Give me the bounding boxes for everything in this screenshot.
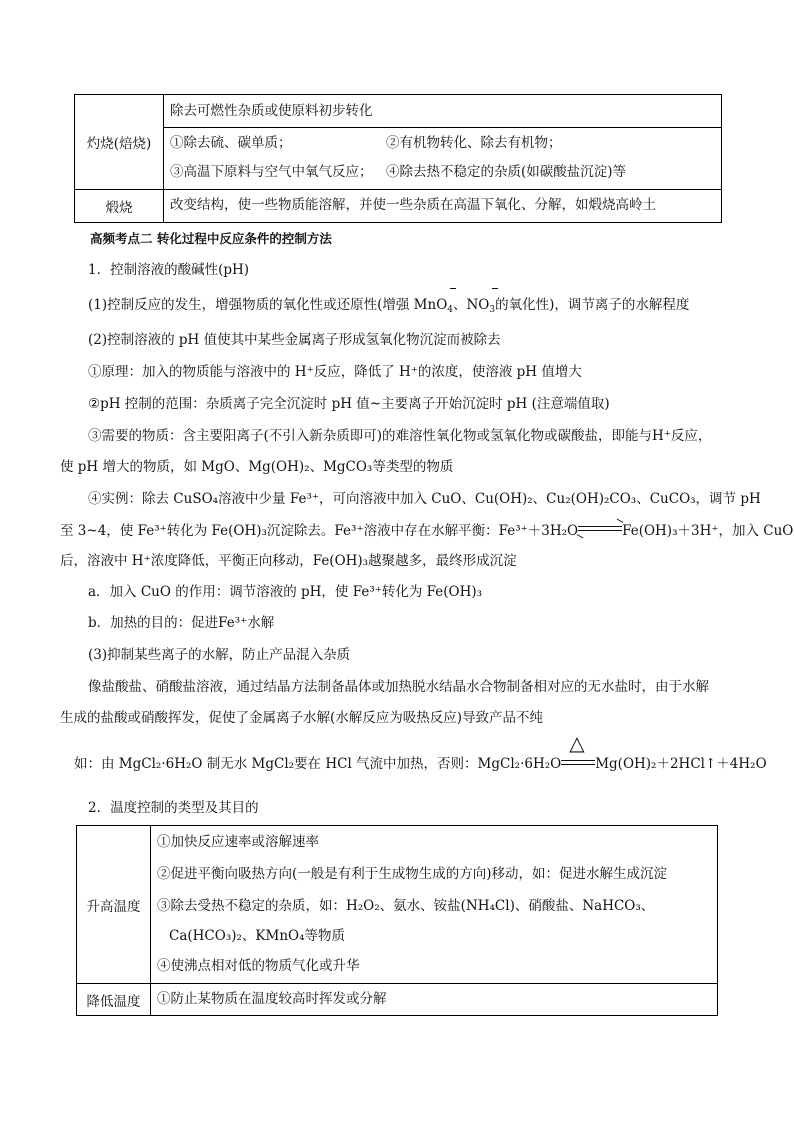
paragraph-salts-b: 生成的盐酸或硝酸挥发，促使了金属离子水解(水解反应为吸热反应)导致产品不纯 [60, 710, 544, 726]
paragraph-example-c: 后，溶液中 H⁺浓度降低，平衡正向移动，Fe(OH)₃越聚越多，最终形成沉淀 [60, 553, 517, 569]
paragraph-ph-control: 1．控制溶液的酸碱性(pH) [88, 262, 250, 278]
calcine-label: 煅烧 [105, 200, 133, 216]
mgcl2-text-a: 如：由 MgCl₂·6H₂O 制无水 MgCl₂要在 HCl 气流中加热，否则：MgCl₂·6H₂O [74, 756, 562, 772]
equilibrium-arrow [578, 524, 622, 536]
paragraph-needed-a: ③需要的物质：含主要阳离子(不引入新杂质即可)的难溶性氧化物或氢氧化物或碳酸盐，即能与H⁺反应， [88, 428, 712, 444]
oxidation-text-c: 的氧化性)，调节离子的水解程度 [495, 297, 690, 313]
raise-temp-item-2: ②促进平衡向吸热方向(一般是有利于生成物生成的方向)移动，如：促进水解生成沉淀 [157, 866, 668, 882]
lower-temp-content-cell [151, 984, 718, 1016]
mno4-charge [447, 297, 453, 313]
paragraph-mgcl2-example [74, 731, 767, 772]
raise-temp-item-3-cont: Ca(HCO₃)₂、KMnO₄等物质 [169, 928, 345, 944]
paragraph-needed-b: 使 pH 增大的物质，如 MgO、Mg(OH)₂、MgCO₃等类型的物质 [60, 459, 454, 475]
roasting-table [74, 94, 722, 223]
oxidation-text-b: 、NO [453, 297, 490, 313]
oxidation-text-a: (1)控制反应的发生，增强物质的氧化性或还原性(增强 MnO [88, 297, 448, 313]
lower-temp-item-1: ①防止某物质在温度较高时挥发或分解 [157, 991, 387, 1007]
calcine-label-cell [75, 190, 164, 223]
roasting-title: 除去可燃性杂质或使原料初步转化 [170, 103, 373, 119]
lower-temp-label: 降低温度 [86, 993, 141, 1010]
mgcl2-text-b: Mg(OH)₂＋2HCl↑＋4H₂O [595, 756, 767, 772]
raise-temp-content-cell [151, 826, 718, 984]
roasting-content-cell [164, 95, 722, 190]
mno4-subscript: 4 [447, 305, 453, 315]
paragraph-example-b [60, 524, 793, 539]
paragraph-principle: ①原理：加入的物质能与溶液中的 H⁺反应，降低了 H⁺的浓度，使溶液 pH 值增大 [88, 364, 582, 380]
paragraph-ph-precipitate: (2)控制溶液的 pH 值使其中某些金属离子形成氢氧化物沉淀而被除去 [88, 332, 501, 348]
paragraph-inhibit-hydrolysis: (3)抑制某些离子的水解，防止产品混入杂质 [88, 647, 351, 663]
example-b-text-2: Fe(OH)₃＋3H⁺，加入 CuO [622, 523, 794, 539]
paragraph-oxidation [88, 299, 689, 315]
raise-temp-item-1: ①加快反应速率或溶解速率 [157, 834, 319, 850]
roasting-item-4: ④除去热不稳定的杂质(如碳酸盐沉淀)等 [386, 164, 627, 180]
paragraph-example-a: ④实例：除去 CuSO₄溶液中少量 Fe³⁺，可向溶液中加入 CuO、Cu(OH)₂、Cu₂(OH)₂CO₃、CuCO₃，调节 pH [88, 491, 761, 507]
no3-charge [489, 297, 495, 313]
roasting-item-1: ①除去硫、碳单质； [170, 135, 292, 151]
paragraph-temperature-control: 2．温度控制的类型及其目的 [88, 800, 259, 816]
paragraph-salts-a: 像盐酸盐、硝酸盐溶液，通过结晶方法制备晶体或加热脱水结晶水合物制备相对应的无水盐时，由于水解 [88, 679, 709, 695]
roasting-label: 灼烧(焙烧) [86, 136, 152, 152]
no3-subscript: 3 [489, 305, 496, 315]
calcine-text: 改变结构，使一些物质能溶解，并使一些杂质在高温下氧化、分解，如煅烧高岭土 [170, 197, 656, 213]
example-b-text-1: 至 3~4，使 Fe³⁺转化为 Fe(OH)₃沉淀除去。Fe³⁺溶液中存在水解平衡：Fe³⁺＋3H₂O [60, 523, 579, 539]
lower-temp-label-cell [77, 984, 151, 1016]
raise-temp-label: 升高温度 [86, 898, 141, 915]
calcine-content-cell [164, 190, 722, 223]
roasting-item-3: ③高温下原料与空气中氧气反应； [170, 164, 373, 180]
raise-temp-item-4: ④使沸点相对低的物质气化或升华 [157, 958, 360, 974]
section-title: 高频考点二 转化过程中反应条件的控制方法 [90, 231, 332, 246]
paragraph-ph-range: ②pH 控制的范围：杂质离子完全沉淀时 pH 值~主要离子开始沉淀时 pH (注意端值取) [88, 396, 610, 412]
temperature-table [76, 825, 718, 1016]
raise-temp-label-cell [77, 826, 151, 984]
roasting-item-2: ②有机物转化、除去有机物； [386, 135, 562, 151]
heating-equals-sign [561, 731, 595, 769]
paragraph-cuo-role: a．加入 CuO 的作用：调节溶液的 pH，使 Fe³⁺转化为 Fe(OH)₃ [88, 584, 483, 600]
roasting-label-cell [75, 95, 164, 190]
paragraph-heating-purpose: b．加热的目的：促进Fe³⁺水解 [88, 615, 275, 631]
raise-temp-item-3: ③除去受热不稳定的杂质，如：H₂O₂、氨水、铵盐(NH₄Cl)、硝酸盐、NaHCO₃、 [157, 898, 655, 914]
delta-symbol: △ [569, 731, 585, 755]
